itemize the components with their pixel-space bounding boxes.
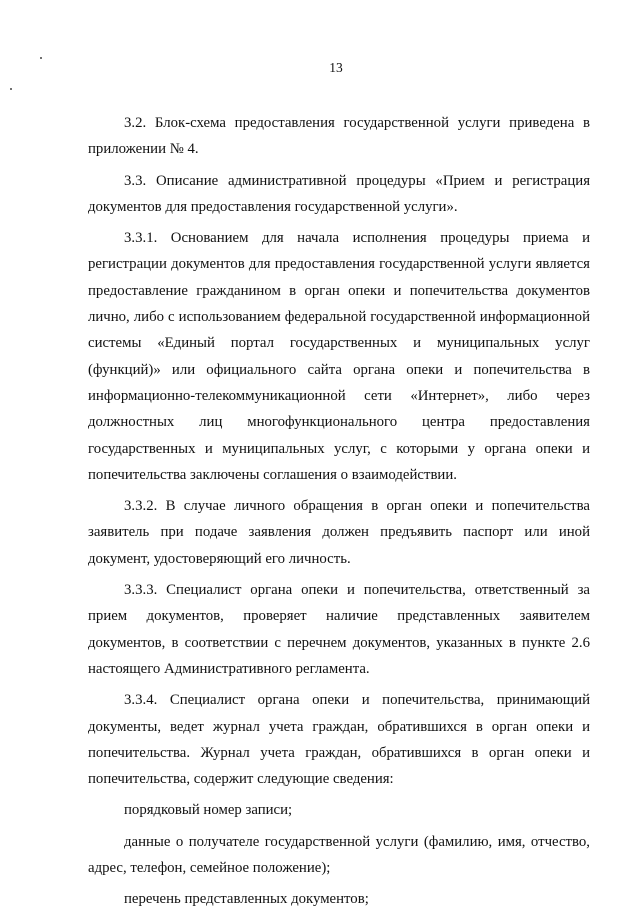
scan-speck — [40, 57, 42, 59]
paragraph-3-3-1: 3.3.1. Основанием для начала исполнения процедуры приема и регистрации документов для предоставления государственной услуги является предоставление гражданином в орган опеки и попечительства документов лично, либо с использованием федеральной государственной информационной системы «Единый портал государственных и муниципальных услуг (функций)» или официального сайта органа опеки и попечительства в информационно-телекоммуникационной сети «Интернет», либо через должностных лиц многофункционального центра предоставления государственных и муниципальных услуг, с которыми у органа опеки и попечительства заключены соглашения о взаимодействии. — [88, 230, 590, 483]
paragraph-3-3-2: 3.3.2. В случае личного обращения в орган опеки и попечительства заявитель при подаче заявления должен предъявить паспорт или иной документ, удостоверяющий его личность. — [88, 498, 590, 567]
paragraph-3-3: 3.3. Описание административной процедуры «Прием и регистрация документов для предоставления государственной услуги». — [88, 172, 590, 215]
paragraph-3-2: 3.2. Блок-схема предоставления государственной услуги приведена в приложении № 4. — [88, 115, 590, 158]
page-number: 13 — [329, 60, 343, 75]
list-item-record-number: порядковый номер записи; — [124, 802, 293, 819]
list-item-documents: перечень представленных документов; — [124, 891, 369, 908]
scan-speck — [10, 88, 12, 90]
document-body — [88, 110, 590, 913]
paragraph-3-3-3: 3.3.3. Специалист органа опеки и попечительства, ответственный за прием документов, проверяет наличие представленных заявителем документов, в соответствии с перечнем документов, указанных в пункте 2.6 настоящего Административного регламента. — [88, 582, 590, 677]
list-item-recipient-data: данные о получателе государственной услуги (фамилию, имя, отчество, адрес, телефон, семейное положение); — [88, 833, 590, 877]
paragraph-3-3-4: 3.3.4. Специалист органа опеки и попечительства, принимающий документы, ведет журнал учета граждан, обратившихся в орган опеки и попечительства. Журнал учета граждан, обратившихся в орган опеки и попечительства, содержит следующие сведения: — [88, 692, 590, 788]
